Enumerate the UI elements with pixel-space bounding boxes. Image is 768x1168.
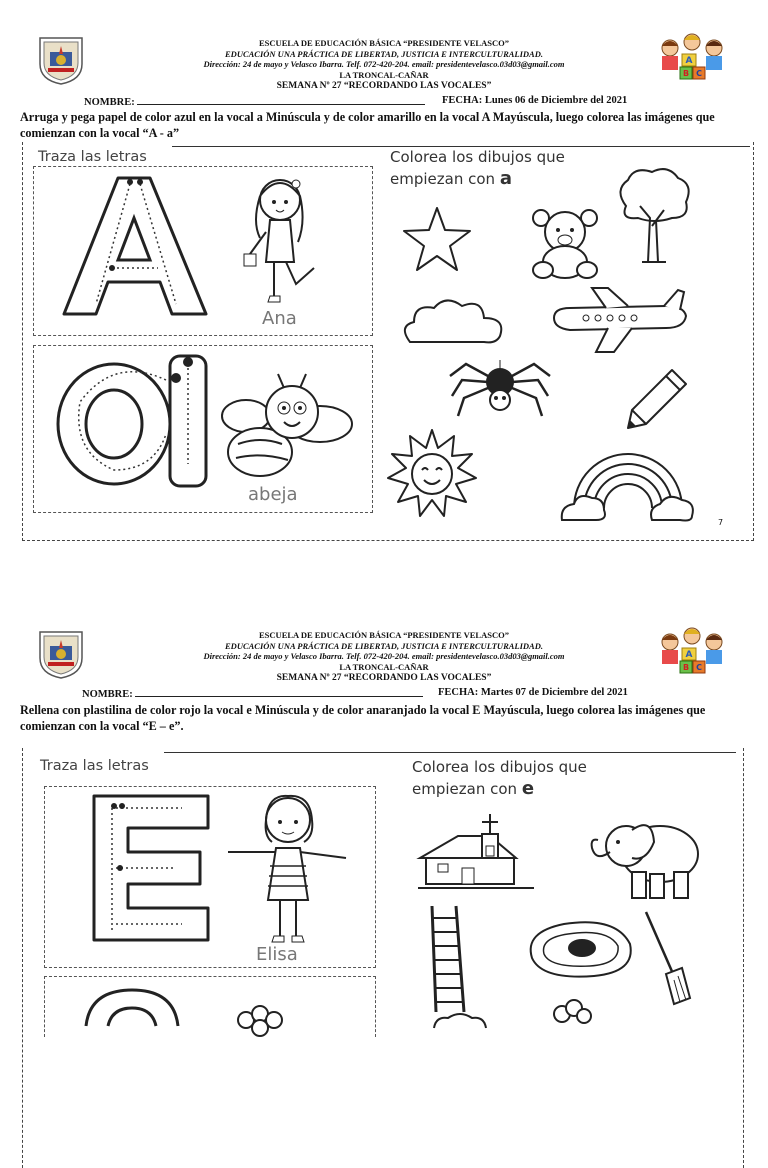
word-ana: Ana	[262, 308, 297, 329]
school-motto: EDUCACIÓN UNA PRÁCTICA DE LIBERTAD, JUSTICIA E INTERCULTURALIDAD.	[225, 640, 543, 651]
svg-text:B: B	[682, 663, 690, 672]
school-location: LA TRONCAL-CAÑAR	[339, 69, 429, 80]
teddy-bear-icon[interactable]	[527, 208, 603, 280]
name-label: NOMBRE:	[84, 97, 135, 108]
school-header	[0, 630, 768, 672]
airplane-icon[interactable]	[546, 288, 690, 358]
school-motto: EDUCACIÓN UNA PRÁCTICA DE LIBERTAD, JUSTICIA E INTERCULTURALIDAD.	[225, 48, 543, 59]
school-location: LA TRONCAL-CAÑAR	[339, 661, 429, 672]
sun-icon[interactable]	[386, 428, 478, 520]
school-address: Dirección: 24 de mayo y Velasco Ibarra. Telf. 072-420-204. email: presidentevelasco.03d03@gmail.com	[203, 651, 565, 661]
word-abeja: abeja	[248, 484, 298, 505]
svg-text:C: C	[696, 69, 702, 78]
ladder-icon[interactable]	[426, 904, 470, 1014]
week-title: SEMANA Nº 27 “RECORDANDO LAS VOCALES”	[276, 673, 492, 683]
name-field[interactable]	[82, 687, 423, 700]
color-label	[390, 146, 610, 190]
vowel-letter: a	[499, 168, 512, 189]
girl-elisa-icon	[224, 790, 350, 948]
name-line[interactable]	[137, 95, 425, 105]
name-field[interactable]	[84, 95, 425, 108]
cloud-partial-icon	[432, 1012, 488, 1028]
lowercase-a-trace[interactable]	[54, 352, 214, 492]
school-header	[0, 38, 768, 80]
grapes-icon	[234, 1000, 294, 1036]
instruction-text: Rellena con plastilina de color rojo la vocal e Minúscula y de color anaranjado la vocal E Mayúscula, luego colorea las imágenes que comienzan con la vocal “E – e”.	[20, 703, 706, 733]
bee-icon	[218, 372, 356, 480]
star-icon[interactable]	[402, 206, 472, 272]
word-elisa: Elisa	[256, 944, 298, 965]
worksheet-e	[0, 594, 768, 1154]
worksheet-a	[0, 0, 768, 560]
broom-icon[interactable]	[644, 910, 692, 1006]
grapes-partial-icon	[552, 998, 592, 1024]
uppercase-e-trace[interactable]	[90, 792, 212, 944]
date-label: FECHA: Martes 07 de Diciembre del 2021	[438, 687, 628, 698]
rainbow-icon[interactable]	[560, 444, 696, 524]
color-label-text: Colorea los dibujos que empiezan con	[390, 148, 565, 188]
avocado-icon[interactable]	[524, 918, 636, 980]
elephant-icon[interactable]	[588, 814, 702, 904]
vowel-letter: e	[521, 778, 535, 799]
school-name: ESCUELA DE EDUCACIÓN BÁSICA “PRESIDENTE VELASCO”	[259, 38, 509, 48]
svg-text:A: A	[685, 56, 693, 66]
color-label-text: Colorea los dibujos que empiezan con	[412, 758, 587, 798]
cloud-icon[interactable]	[400, 296, 508, 346]
uppercase-a-trace[interactable]	[60, 172, 210, 322]
instruction-text: Arruga y pega papel de color azul en la vocal a Minúscula y de color amarillo en la vocal A Mayúscula, luego colorea las imágenes que comienzan con la vocal “A - a”	[20, 110, 715, 140]
svg-text:B: B	[682, 69, 690, 78]
svg-text:C: C	[696, 663, 702, 672]
svg-text:A: A	[685, 650, 693, 660]
trace-label: Traza las letras	[40, 758, 149, 774]
name-label: NOMBRE:	[82, 689, 133, 700]
trace-label: Traza las letras	[38, 149, 147, 165]
tree-icon[interactable]	[614, 166, 694, 266]
school-name: ESCUELA DE EDUCACIÓN BÁSICA “PRESIDENTE VELASCO”	[259, 630, 509, 640]
lowercase-e-trace[interactable]	[82, 986, 182, 1026]
girl-ana-icon	[236, 172, 322, 306]
spider-icon[interactable]	[448, 360, 552, 422]
week-title: SEMANA Nº 27 “RECORDANDO LAS VOCALES”	[276, 81, 492, 91]
pencil-icon[interactable]	[626, 368, 688, 430]
name-line[interactable]	[135, 687, 423, 697]
church-icon[interactable]	[418, 812, 534, 892]
page-number: 7	[718, 518, 724, 527]
school-address: Dirección: 24 de mayo y Velasco Ibarra. Telf. 072-420-204. email: presidentevelasco.03d03@gmail.com	[203, 59, 565, 69]
color-label	[412, 756, 632, 800]
date-label: FECHA: Lunes 06 de Diciembre del 2021	[442, 95, 628, 106]
